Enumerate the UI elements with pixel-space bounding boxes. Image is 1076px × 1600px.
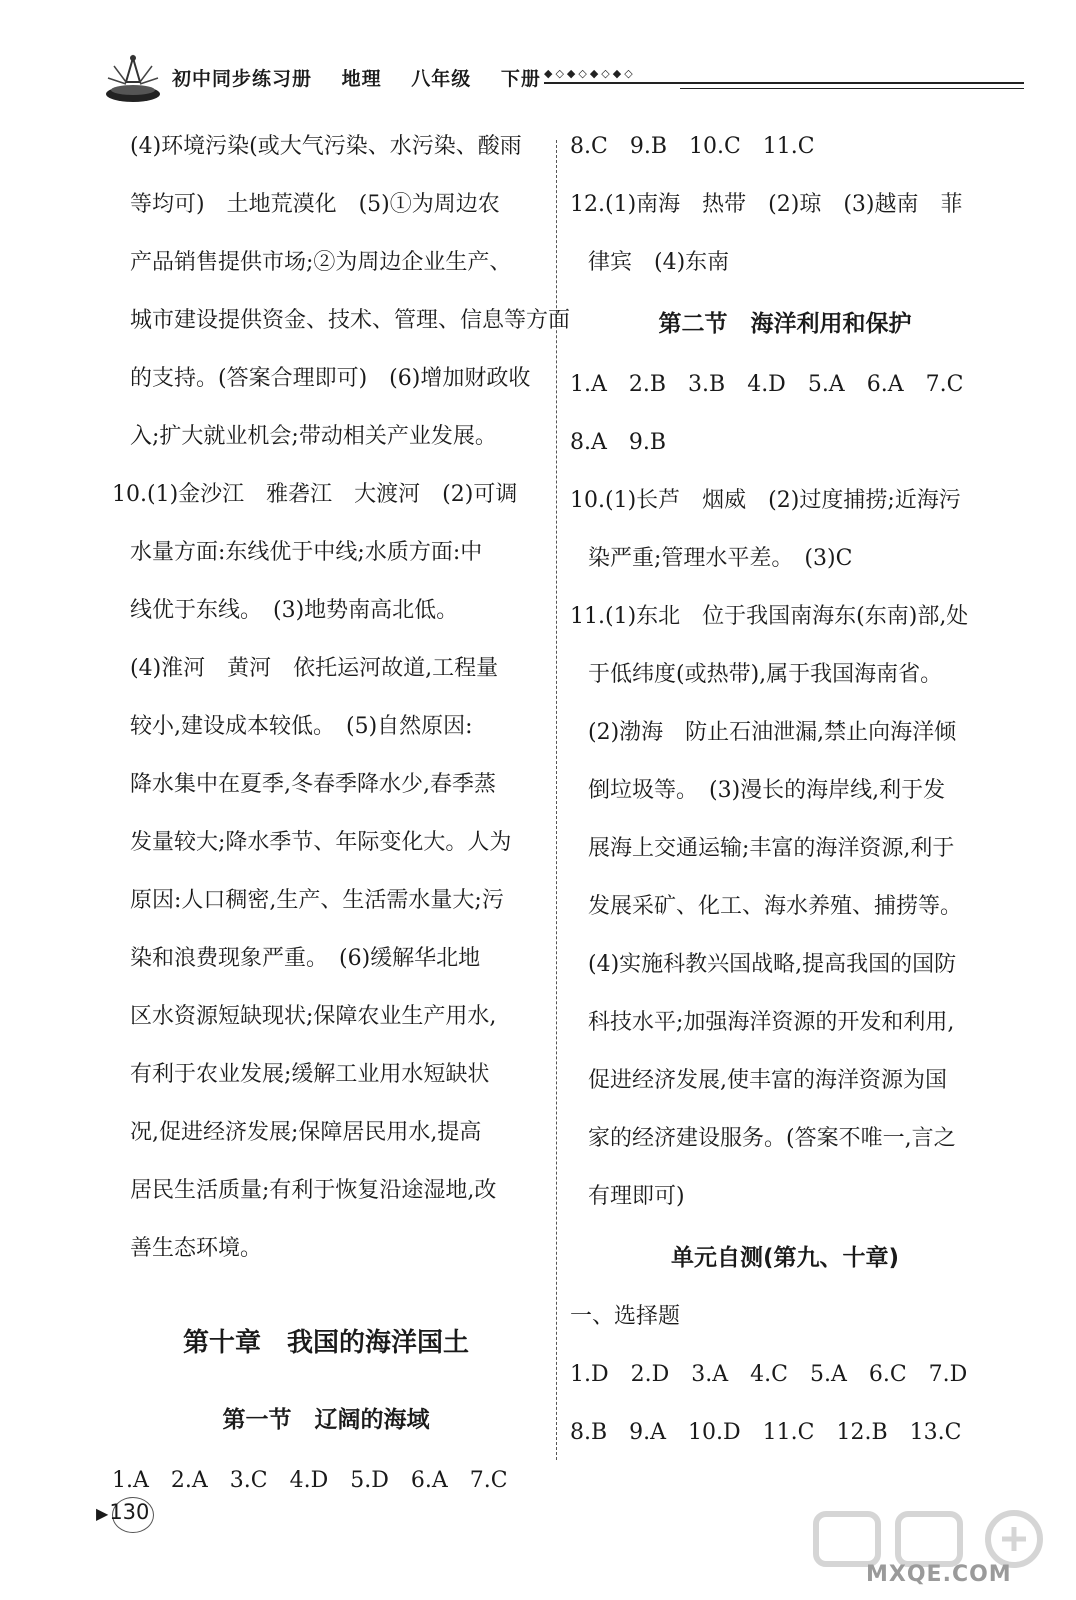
answer-line: 有理即可)	[588, 1184, 685, 1209]
section-title: 第二节 海洋利用和保护	[658, 311, 912, 337]
arrow-icon: ▶	[96, 1504, 109, 1523]
answer-line: 有利于农业发展;缓解工业用水短缺状	[130, 1062, 490, 1087]
answer-line: 1.A 2.B 3.B 4.D 5.A 6.A 7.C	[570, 372, 964, 397]
answer-line: 律宾 (4)东南	[588, 250, 730, 275]
header-book: 初中同步练习册	[172, 68, 313, 90]
answer-line: 等均可) 土地荒漠化 (5)①为周边农	[130, 192, 500, 217]
right-column	[570, 118, 1000, 1462]
answer-line: 发量较大;降水季节、年际变化大。人为	[130, 830, 512, 855]
answer-line: 的支持。(答案合理即可) (6)增加财政收	[130, 366, 531, 391]
section-title: 第一节 辽阔的海域	[222, 1407, 430, 1433]
answer-line: 1.D 2.D 3.A 4.C 5.A 6.C 7.D	[570, 1362, 968, 1387]
answer-line: (4)淮河 黄河 依托运河故道,工程量	[130, 656, 499, 681]
page-header	[0, 0, 1076, 120]
watermark-url: MXQE.COM	[866, 1562, 1012, 1587]
answer-line: 居民生活质量;有利于恢复沿途湿地,改	[130, 1178, 497, 1203]
chapter-title: 第十章 我国的海洋国土	[182, 1328, 469, 1358]
page-number	[96, 1500, 149, 1524]
answer-line: 区水资源短缺现状;保障农业生产用水,	[130, 1004, 497, 1029]
header-title	[172, 64, 563, 91]
answer-line: 促进经济发展,使丰富的海洋资源为国	[588, 1068, 947, 1093]
unit-test-title: 单元自测(第九、十章)	[670, 1245, 900, 1271]
answer-line: 发展采矿、化工、海水养殖、捕捞等。	[588, 894, 963, 919]
answer-line: 家的经济建设服务。(答案不唯一,言之	[588, 1126, 956, 1151]
answer-line: (2)渤海 防止石油泄漏,禁止向海洋倾	[588, 720, 957, 745]
header-volume: 下册	[500, 68, 541, 90]
answer-line: 较小,建设成本较低。 (5)自然原因:	[130, 714, 473, 739]
answer-line: 8.B 9.A 10.D 11.C 12.B 13.C	[570, 1420, 962, 1445]
header-subject: 地理	[341, 68, 382, 90]
answer-line: 染和浪费现象严重。 (6)缓解华北地	[130, 946, 481, 971]
header-rule	[544, 82, 1024, 84]
answer-line: 10.(1)金沙江 雅砻江 大渡河 (2)可调	[112, 482, 518, 507]
answer-line: 况,促进经济发展;保障居民用水,提高	[130, 1120, 482, 1145]
page-number-value: 130	[109, 1500, 150, 1524]
answer-line: 展海上交通运输;丰富的海洋资源,利于	[588, 836, 955, 861]
answer-line: (4)环境污染(或大气污染、水污染、酸雨	[130, 134, 522, 159]
header-grade: 八年级	[411, 68, 472, 90]
answer-line: 11.(1)东北 位于我国南海东(东南)部,处	[570, 604, 969, 629]
answer-line: 城市建设提供资金、技术、管理、信息等方面	[130, 308, 571, 333]
answer-line: 原因:人口稠密,生产、生活需水量大;污	[130, 888, 504, 913]
answer-line: 10.(1)长芦 烟威 (2)过度捕捞;近海污	[570, 488, 961, 513]
answer-line: 线优于东线。 (3)地势南高北低。	[130, 598, 459, 623]
answer-line: 倒垃圾等。 (3)漫长的海岸线,利于发	[588, 778, 946, 803]
answer-line: 8.C 9.B 10.C 11.C	[570, 134, 815, 159]
answer-line: 产品销售提供市场;②为周边企业生产、	[130, 250, 512, 275]
answer-line: 1.A 2.A 3.C 4.D 5.D 6.A 7.C	[112, 1468, 508, 1493]
header-rule-thin	[680, 88, 1024, 89]
answer-line: 降水集中在夏季,冬春季降水少,春季蒸	[130, 772, 496, 797]
answer-line: 善生态环境。	[130, 1236, 263, 1261]
answer-line: 12.(1)南海 热带 (2)琼 (3)越南 菲	[570, 192, 963, 217]
book-logo-icon	[104, 52, 162, 104]
answer-line: 入;扩大就业机会;带动相关产业发展。	[130, 424, 497, 449]
question-type-title: 一、选择题	[570, 1304, 681, 1329]
answer-line: 水量方面:东线优于中线;水质方面:中	[130, 540, 483, 565]
answer-line: 染严重;管理水平差。 (3)C	[588, 546, 853, 571]
answer-line: 8.A 9.B	[570, 430, 667, 455]
header-decoration: ◆◇◆◇◆◇◆◇	[544, 67, 636, 80]
answer-line: 科技水平;加强海洋资源的开发和利用,	[588, 1010, 955, 1035]
left-column	[112, 118, 571, 1510]
answer-line: (4)实施科教兴国战略,提高我国的国防	[588, 952, 957, 977]
answer-line: 于低纬度(或热带),属于我国海南省。	[588, 662, 943, 687]
